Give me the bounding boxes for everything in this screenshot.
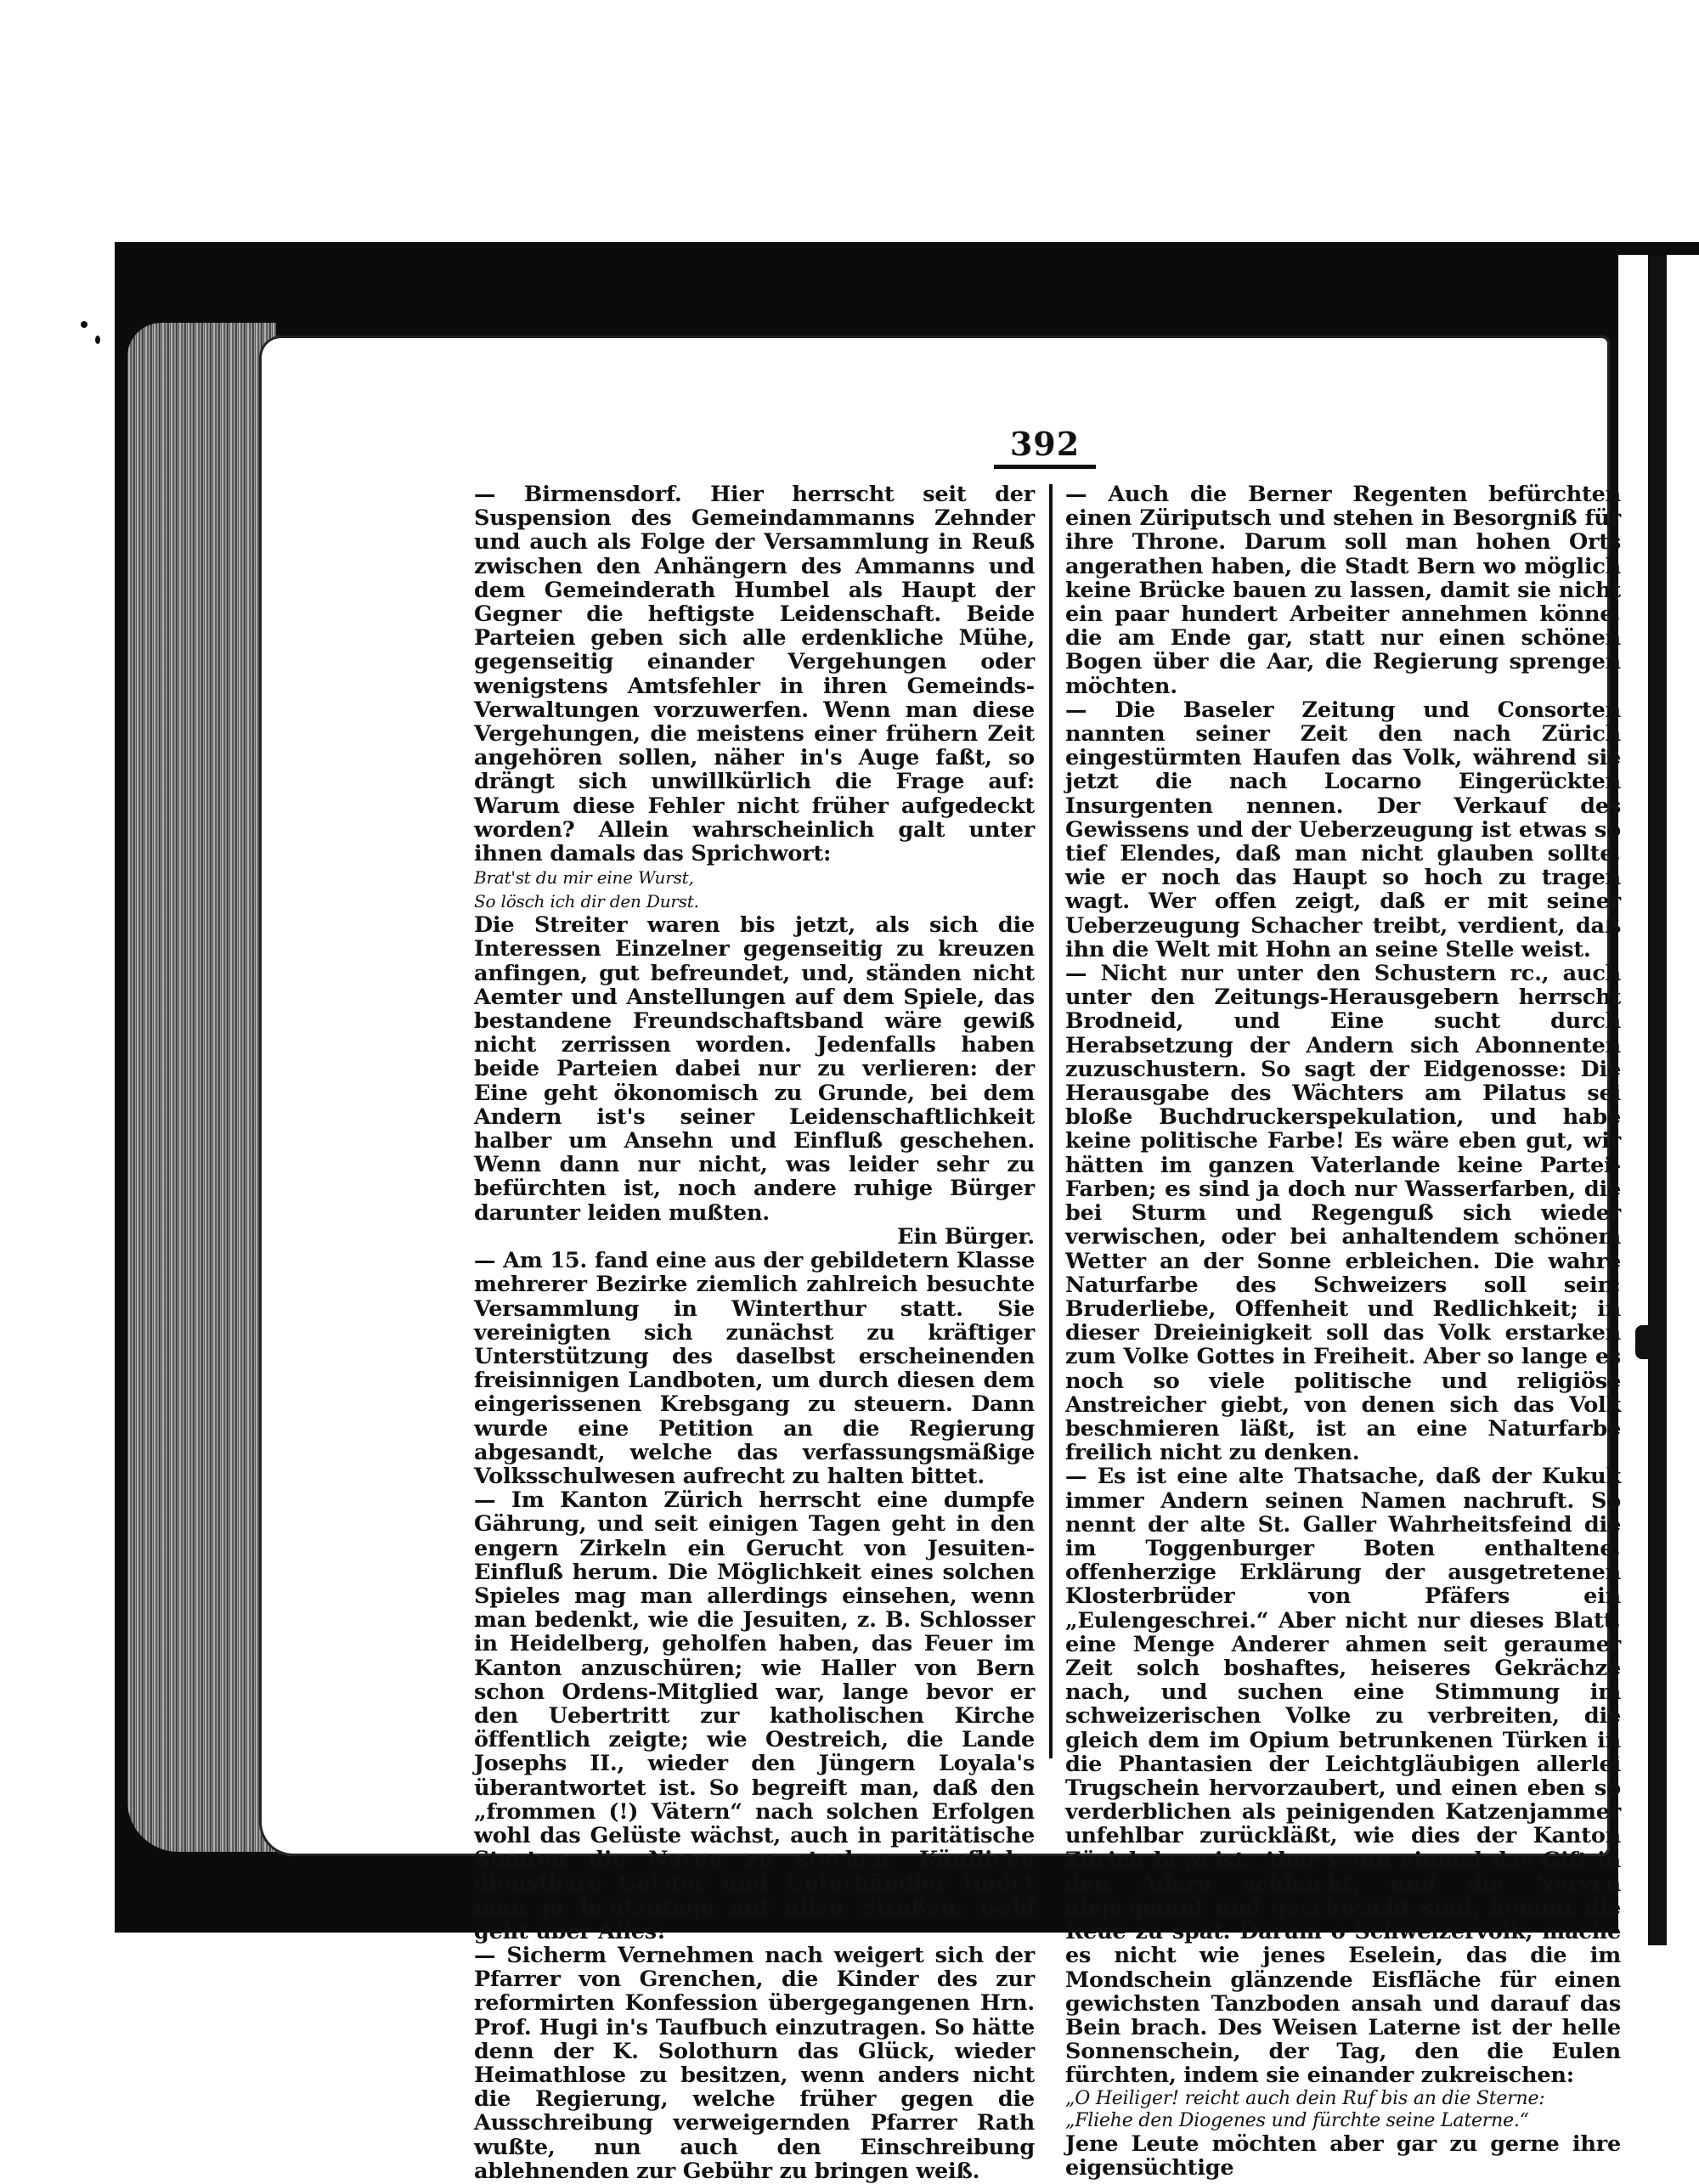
paragraph-baseler: — Die Baseler Zeitung und Consorten nannten seiner Zeit den nach Zürich eingestürmten Haufen das Volk, während sie jetzt die nach Locarno Eingerückten Insurgenten nennen. Der Verkauf des Gewissens und der Ueberzeugung ist etwas so tief Elendes, daß man nicht glauben sollte, wie er noch das Haupt so hoch zu tragen wagt. Wer offen zeigt, daß er mit seiner Ueberzeugung Schacher treibt, verdient, daß ihn die Welt mit Hohn an seine Stelle weist.	[1065, 697, 1621, 962]
scan-speck	[81, 321, 87, 328]
verse-line: So lösch ich dir den Durst.	[474, 891, 699, 912]
paragraph-schuster: — Nicht nur unter den Schustern rc., auch unter den Zeitungs-Herausgebern herrscht Brodneid, und Eine sucht durch Herabsetzung der Andern sich Abonnenten zuzuschustern. So sagt der Eidgenosse: Die Herausgabe des Wächters am Pilatus sei bloße Buchdruckerspekulation, und habe keine politische Farbe! Es wäre eben gut, wir hätten im ganzen Vaterlande keine Partei-Farben; es sind ja doch nur Wasserfarben, die bei Sturm und Regenguß sich wieder verwischen, oder bei anhaltendem schönem Wetter an der Sonne erbleichen. Die wahre Naturfarbe des Schweizers soll sein: Bruderliebe, Offenheit und Redlichkeit; in dieser Dreieinigkeit soll das Volk erstarken zum Volke Gottes in Freiheit. Aber so lange es noch so viele politische und religiöse Anstreicher giebt, von denen sich das Volk beschmieren läßt, ist an eine Naturfarbe freilich nicht zu denken.	[1065, 961, 1621, 1466]
paragraph-kukuk: — Es ist eine alte Thatsache, daß der Kukuk immer Andern seinen Namen nachruft. So nennt der alte St. Galler Wahrheitsfeind die im Toggenburger Boten enthaltene, offenherzige Erklärung der ausgetretenen Klosterbrüder von Pfäfers ein „Eulengeschrei.“ Aber nicht nur dieses Blatt, eine Menge Anderer ahmen seit geraumer Zeit solch boshaftes, heiseres Gekrächze nach, und suchen eine Stimmung im schweizerischen Volke zu verbreiten, die gleich dem im Opium betrunkenen Türken in die Phantasien der Leichtgläubigen allerlei Trugschein hervorzaubert, und einen eben so verderblichen als peinigenden Katzenjammer unfehlbar zurückläßt, wie dies der Kanton Zürich beweist. Aber wenn einmal das Gift in den Adern schleicht, und die Nerven abgespannt und geschwächt sind, kommt die Reue zu spät. Darum o Schweizervolk, mache es nicht wie jenes Eselein, das die im Mondschein glänzende Eisfläche für einen gewichsten Tanzboden ansah und darauf das Bein brach. Des Weisen Laterne ist der helle Sonnenschein, der Tag, den die Eulen fürchten, indem sie einander zukreischen:	[1065, 1464, 1621, 2089]
paragraph-zuerich: — Im Kanton Zürich herrscht eine dumpfe Gährung, und seit einigen Tagen geht in den engern Zirkeln ein Gerucht von Jesuiten-Einfluß herum. Die Möglichkeit eines solchen Spieles mag man allerdings einsehen, wenn man bedenkt, wie die Jesuiten, z. B. Schlosser in Heidelberg, geholfen haben, das Feuer im Kanton anzuschüren; wie Haller von Bern schon Ordens-Mitglied war, lange bevor er den Uebertritt zur katholischen Kirche öffentlich zeigte; wie Oestreich, die Lande Josephs II., wieder den Jüngern Loyala's überantwortet ist. So begreift man, daß den „frommen (!) Vätern“ nach solchen Erfolgen wohl das Gelüste wächst, auch in paritätische Staaten die Nasen zu stecken. Käufliche dienstbare Geister und Unterhändler findet man ja heutzutage auf allen Straßen. Geld geht über Alles!	[474, 1487, 1035, 1944]
paragraph-streiter: Die Streiter waren bis jetzt, als sich die Interessen Einzelner gegenseitig zu kreuzen anfingen, gut befreundet, und, ständen nicht Aemter und Anstellungen auf dem Spiele, das bestandene Freundschaftsband wäre gewiß nicht zerrissen worden. Jedenfalls haben beide Parteien dabei nur zu verlieren: der Eine geht ökonomisch zu Grunde, bei dem Andern ist's seiner Leidenschaftlichkeit halber um Ansehn und Einfluß geschehen. Wenn dann nur nicht, was leider sehr zu befürchten ist, noch andere ruhige Bürger darunter leiden mußten.	[474, 912, 1035, 1226]
paragraph-winterthur: — Am 15. fand eine aus der gebildetern Klasse mehrerer Bezirke ziemlich zahlreich besuchte Versammlung in Winterthur statt. Sie vereinigten sich zunächst zu kräftiger Unterstützung des daselbst erscheinenden freisinnigen Landboten, um durch diesen dem eingerissenen Krebsgang zu steuern. Dann wurde eine Petition an die Regierung abgesandt, welche das verfassungsmäßige Volksschulwesen aufrecht zu halten bittet.	[474, 1248, 1035, 1489]
binding-shadow	[1648, 255, 1667, 1945]
scan-blot	[1635, 1325, 1657, 1359]
scan-speck	[95, 336, 100, 344]
book-page-edges	[127, 323, 276, 1852]
paragraph-grenchen: — Sicherm Vernehmen nach weigert sich der Pfarrer von Grenchen, die Kinder des zur reformirten Konfession übergegangenen Hrn. Prof. Hugi in's Taufbuch einzutragen. So hätte denn der K. Solothurn das Glück, wieder Heimathlose zu besitzen, wenn anders nicht die Regierung, welche früher gegen die Ausschreibung verweigernden Pfarrer Rath wußte, nun auch den Einschreibung ablehnenden zur Gebühr zu bringen weiß.	[474, 1942, 1035, 2184]
page-number: 392	[994, 425, 1096, 469]
verse-line: „O Heiliger! reicht auch dein Ruf bis an die Sterne:	[1065, 2087, 1545, 2109]
paragraph-birmensdorf: — Birmensdorf. Hier herrscht seit der Suspension des Gemeindammanns Zehnder und auch als Folge der Versammlung in Reuß zwischen den Anhängern des Ammanns und dem Gemeinderath Humbel als Haupt der Gegner die heftigste Leidenschaft. Beide Parteien geben sich alle erdenkliche Mühe, gegenseitig einander Vergehungen oder wenigstens Amtsfehler in ihren Gemeinds-Verwaltungen vorzuwerfen. Wenn man diese Vergehungen, die meistens einer frühern Zeit angehören sollen, näher in's Auge faßt, so drängt sich unwillkürlich die Frage auf: Warum diese Fehler nicht früher aufgedeckt worden? Allein wahrscheinlich galt unter ihnen damals das Sprichwort:	[474, 482, 1035, 867]
paragraph-jene-leute: Jene Leute möchten aber gar zu gerne ihre eigensüchtige	[1065, 2130, 1621, 2181]
signature: Ein Bürger.	[897, 1223, 1035, 1250]
left-column	[474, 483, 1035, 2183]
verse-line: „Fliehe den Diogenes und fürchte seine Laterne.“	[1065, 2109, 1529, 2131]
column-divider	[1049, 484, 1053, 1758]
paragraph-berner: — Auch die Berner Regenten befürchten einen Züriputsch und stehen in Besorgniß für ihre Throne. Darum soll man hohen Orts angerathen haben, die Stadt Bern wo möglich keine Brücke bauen zu lassen, damit sie nicht ein paar hundert Arbeiter annehmen könne, die am Ende gar, statt nur einen schönen Bogen über die Aar, die Regierung sprengen möchten.	[1065, 482, 1621, 699]
right-column	[1065, 483, 1621, 2180]
verse-line: Brat'st du mir eine Wurst,	[474, 867, 694, 889]
